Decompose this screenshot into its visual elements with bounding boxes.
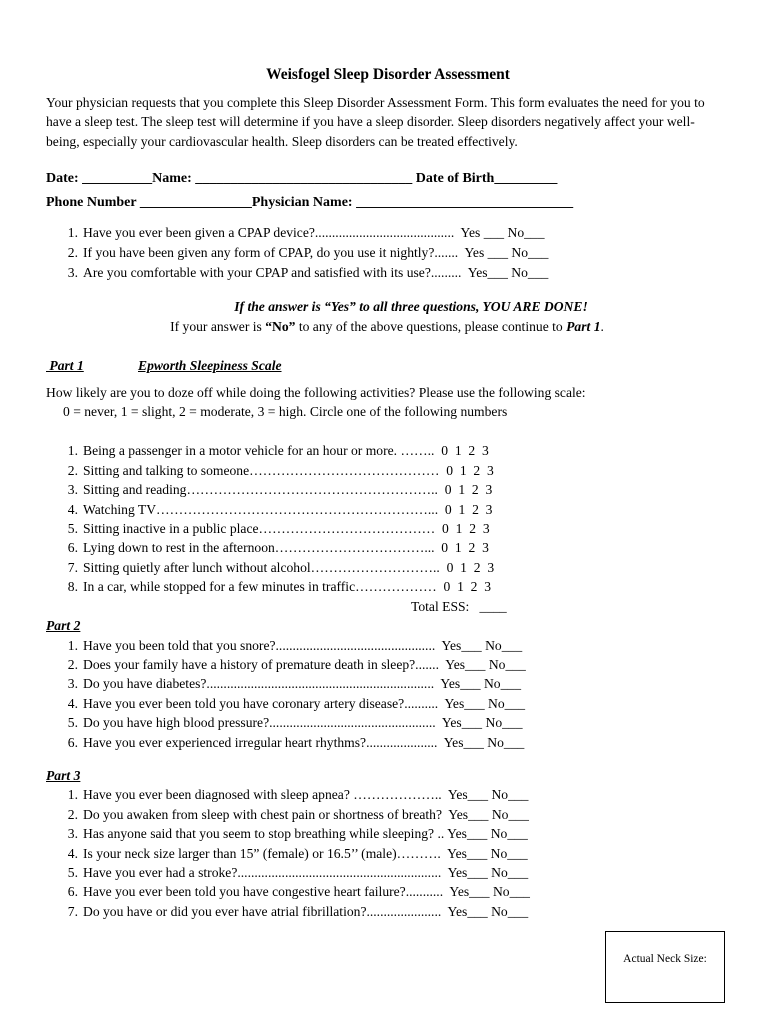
scale-line-2: 0 = never, 1 = slight, 2 = moderate, 3 = high. Circle one of the following numbers [63,404,508,420]
item-number: 3. [67,676,78,692]
part2-question-list [46,636,726,752]
list-item[interactable] [46,519,726,538]
question-text: Do you have high blood pressure?................................................. Yes___ No___ [83,715,523,731]
question-text: Have you ever been told you have congestive heart failure?........... Yes___ No___ [83,884,530,900]
item-number: 3. [67,482,78,498]
total-ess-field[interactable]: Total ESS: ____ [411,598,507,614]
item-number: 2. [67,462,78,478]
intro-paragraph: Your physician requests that you complete this Sleep Disorder Assessment Form. This form evaluates the need for you to have a sleep test. The sleep test will determine if you have a sleep disorder. Sleep disorders negatively affect your well-being, especially your cardiovascular health. Sleep disorders can be treated effectively. [46,95,705,149]
phone-physician-row[interactable]: Phone Number ________________Physician Name: _______________________________ [46,195,574,211]
done-note: If the answer is “Yes” to all three questions, YOU ARE DONE! [234,299,588,315]
question-text: Do you have diabetes?................................................................... Yes___ No___ [83,676,521,692]
item-number: 6. [67,540,78,556]
part1-heading [46,356,726,375]
item-number: 5. [67,521,78,537]
continue-note-end: . [600,319,604,335]
question-text: Have you ever had a stroke?............................................................ Yes___ No___ [83,864,529,880]
item-number: 1. [67,637,78,653]
list-item[interactable] [46,902,726,921]
item-number: 7. [67,559,78,575]
list-item[interactable] [46,538,726,557]
item-number: 3. [67,826,78,842]
list-item[interactable] [46,577,726,596]
question-text: Have you been told that you snore?............................................... Yes___ No___ [83,637,523,653]
list-item[interactable] [46,243,726,263]
list-item[interactable] [46,694,726,713]
list-item[interactable] [46,844,726,863]
item-text: Sitting inactive in a public place………………………………… 0 1 2 3 [83,521,490,537]
question-text: Is your neck size larger than 15” (female) or 16.5’’ (male)………. Yes___ No___ [83,845,528,861]
continue-note-part: Part 1 [566,319,601,335]
assessment-form [46,64,726,921]
list-item[interactable] [46,713,726,732]
list-item[interactable] [46,500,726,519]
neck-size-label: Actual Neck Size: [623,953,707,965]
item-number: 1. [67,787,78,803]
scale-line-1: How likely are you to doze off while doing the following activities? Please use the following scale: [46,384,586,400]
question-text: If you have been given any form of CPAP, do you use it nightly?....... Yes ___ No___ [83,245,549,261]
question-text: Has anyone said that you seem to stop breathing while sleeping? .. Yes___ No___ [83,826,528,842]
item-text: In a car, while stopped for a few minutes in traffic……………… 0 1 2 3 [83,579,492,595]
question-text: Does your family have a history of premature death in sleep?....... Yes___ No___ [83,656,526,672]
item-number: 2. [67,656,78,672]
list-item[interactable] [46,785,726,804]
list-item[interactable] [46,441,726,460]
form-title: Weisfogel Sleep Disorder Assessment [266,66,510,83]
item-text: Being a passenger in a motor vehicle for an hour or more. …….. 0 1 2 3 [83,443,489,459]
question-text: Have you ever experienced irregular heart rhythms?..................... Yes___ No___ [83,734,525,750]
continue-note-text: to any of the above questions, please continue to [295,319,567,335]
item-number: 2. [67,806,78,822]
actual-neck-size-box[interactable] [605,931,725,1003]
item-number: 2. [67,245,78,261]
question-text: Have you ever been given a CPAP device?......................................... Yes ___ No___ [83,225,545,241]
item-text: Sitting quietly after lunch without alcohol……………………….. 0 1 2 3 [83,559,495,575]
item-number: 1. [67,225,78,241]
item-number: 5. [67,715,78,731]
question-text: Have you ever been told you have coronary artery disease?.......... Yes___ No___ [83,695,526,711]
patient-info-fields [46,167,726,215]
item-text: Sitting and talking to someone…………………………………… 0 1 2 3 [83,462,494,478]
list-item[interactable] [46,805,726,824]
part1-title: Epworth Sleepiness Scale [138,358,282,374]
instruction-note [46,297,726,337]
part3-heading: Part 3 [46,767,81,783]
question-text: Are you comfortable with your CPAP and satisfied with its use?......... Yes___ No___ [83,265,549,281]
item-number: 6. [67,734,78,750]
item-number: 4. [67,501,78,517]
part2-heading: Part 2 [46,618,81,634]
question-text: Have you ever been diagnosed with sleep apnea? ……………….. Yes___ No___ [83,787,529,803]
continue-note-no: “No” [265,319,296,335]
item-text: Lying down to rest in the afternoon……………………………... 0 1 2 3 [83,540,489,556]
item-text: Watching TV……………………………………………………... 0 1 2 3 [83,501,493,517]
item-number: 7. [67,903,78,919]
list-item[interactable] [46,674,726,693]
item-number: 4. [67,695,78,711]
list-item[interactable] [46,655,726,674]
list-item[interactable] [46,263,726,283]
item-text: Sitting and reading……………………………………………….. 0 1 2 3 [83,482,493,498]
date-name-dob-row[interactable]: Date: __________Name: _______________________________ Date of Birth_________ [46,171,558,187]
question-text: Do you awaken from sleep with chest pain or shortness of breath? Yes___ No___ [83,806,529,822]
list-item[interactable] [46,480,726,499]
ess-item-list [46,441,726,596]
list-item[interactable] [46,558,726,577]
list-item[interactable] [46,733,726,752]
continue-note [46,317,726,337]
item-number: 6. [67,884,78,900]
item-number: 8. [67,579,78,595]
continue-note-text: If your answer is [170,319,266,335]
question-text: Do you have or did you ever have atrial fibrillation?...................... Yes___ No___ [83,903,529,919]
list-item[interactable] [46,882,726,901]
list-item[interactable] [46,863,726,882]
item-number: 5. [67,864,78,880]
list-item[interactable] [46,461,726,480]
item-number: 3. [67,265,78,281]
item-number: 4. [67,845,78,861]
list-item[interactable] [46,636,726,655]
cpap-question-list [46,223,726,283]
scale-instructions [46,383,726,422]
list-item[interactable] [46,223,726,243]
part3-question-list [46,785,726,921]
item-number: 1. [67,443,78,459]
part1-label: Part 1 [46,358,84,374]
list-item[interactable] [46,824,726,843]
